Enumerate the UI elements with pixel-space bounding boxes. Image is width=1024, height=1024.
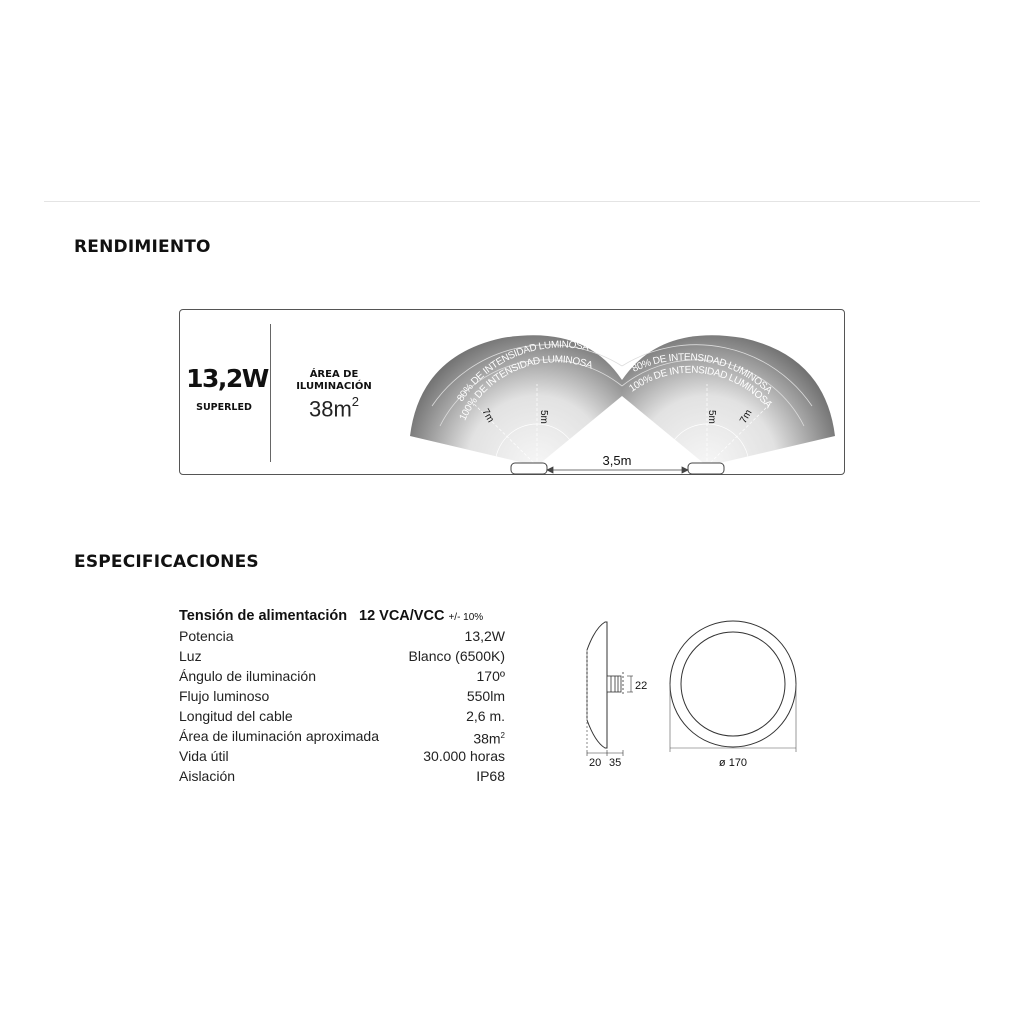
- spec-header-value: [359, 606, 519, 626]
- right-100-label: 100% DE INTENSIDAD LUMINOSA: [627, 364, 774, 411]
- area-label-line2: ILUMINACIÓN: [296, 381, 372, 392]
- depth-dimension: [587, 750, 623, 756]
- height-dimension: [627, 676, 633, 692]
- right-range-label: 7m: [738, 407, 755, 426]
- spec-row: Luz Blanco (6500K): [179, 648, 505, 664]
- area-value: [284, 396, 384, 422]
- right-light-fixture: [688, 463, 724, 474]
- spec-row: Vida útil 30.000 horas: [179, 748, 505, 764]
- side-profile: [587, 622, 607, 750]
- area-label: [284, 369, 384, 393]
- spec-row: Longitud del cable 2,6 m.: [179, 708, 505, 724]
- cable-gland: [607, 672, 623, 696]
- top-divider: [44, 201, 980, 202]
- spec-row: Aislación IP68: [179, 768, 505, 784]
- right-80-label: 80% DE INTENSIDAD LUMINOSA: [630, 352, 774, 397]
- voltage-tolerance: +/- 10%: [448, 612, 484, 623]
- spec-header-row: [179, 606, 519, 626]
- voltage-value: 12 VCA/VCC: [359, 608, 445, 624]
- spec-row: Ángulo de iluminación 170º: [179, 668, 505, 684]
- left-100-label: 100% DE INTENSIDAD LUMINOSA: [457, 354, 594, 423]
- spec-row: Potencia 13,2W: [179, 628, 505, 644]
- area-exponent: 2: [351, 394, 360, 409]
- diameter-dimension: [670, 684, 796, 752]
- power-value: 13,2W: [186, 364, 268, 393]
- rendimiento-heading: RENDIMIENTO: [74, 237, 211, 257]
- dim-height-label: 22: [635, 680, 648, 692]
- spec-row: Flujo luminoso 550lm: [179, 688, 505, 704]
- especificaciones-heading: ESPECIFICACIONES: [74, 552, 259, 572]
- spacing-label: 3,5m: [602, 453, 632, 468]
- spec-table: [179, 606, 519, 786]
- area-label-line1: ÁREA DE: [309, 369, 359, 380]
- spec-row: Área de iluminación aproximada $38m^2$: [179, 728, 505, 747]
- light-beam-diagram: [410, 326, 835, 476]
- dim-diameter-label: ø 170: [718, 757, 748, 769]
- left-range-label: 7m: [479, 407, 496, 425]
- technical-drawing: [575, 610, 815, 780]
- dim-depth-b-label: 35: [609, 757, 622, 769]
- left-depth-label: 5m: [538, 410, 549, 424]
- right-depth-label: 5m: [706, 410, 717, 424]
- performance-divider: [270, 324, 271, 462]
- left-80-label: 80% DE INTENSIDAD LUMINOSA: [455, 339, 590, 404]
- right-beam-cone: [622, 335, 835, 466]
- dim-depth-a-label: 20: [589, 757, 602, 769]
- front-view-ring: [670, 621, 796, 747]
- spec-header-label: Tensión de alimentación: [179, 608, 348, 624]
- led-type-label: SUPERLED: [196, 402, 252, 413]
- area-number: 38m: [308, 396, 352, 422]
- left-light-fixture: [511, 463, 547, 474]
